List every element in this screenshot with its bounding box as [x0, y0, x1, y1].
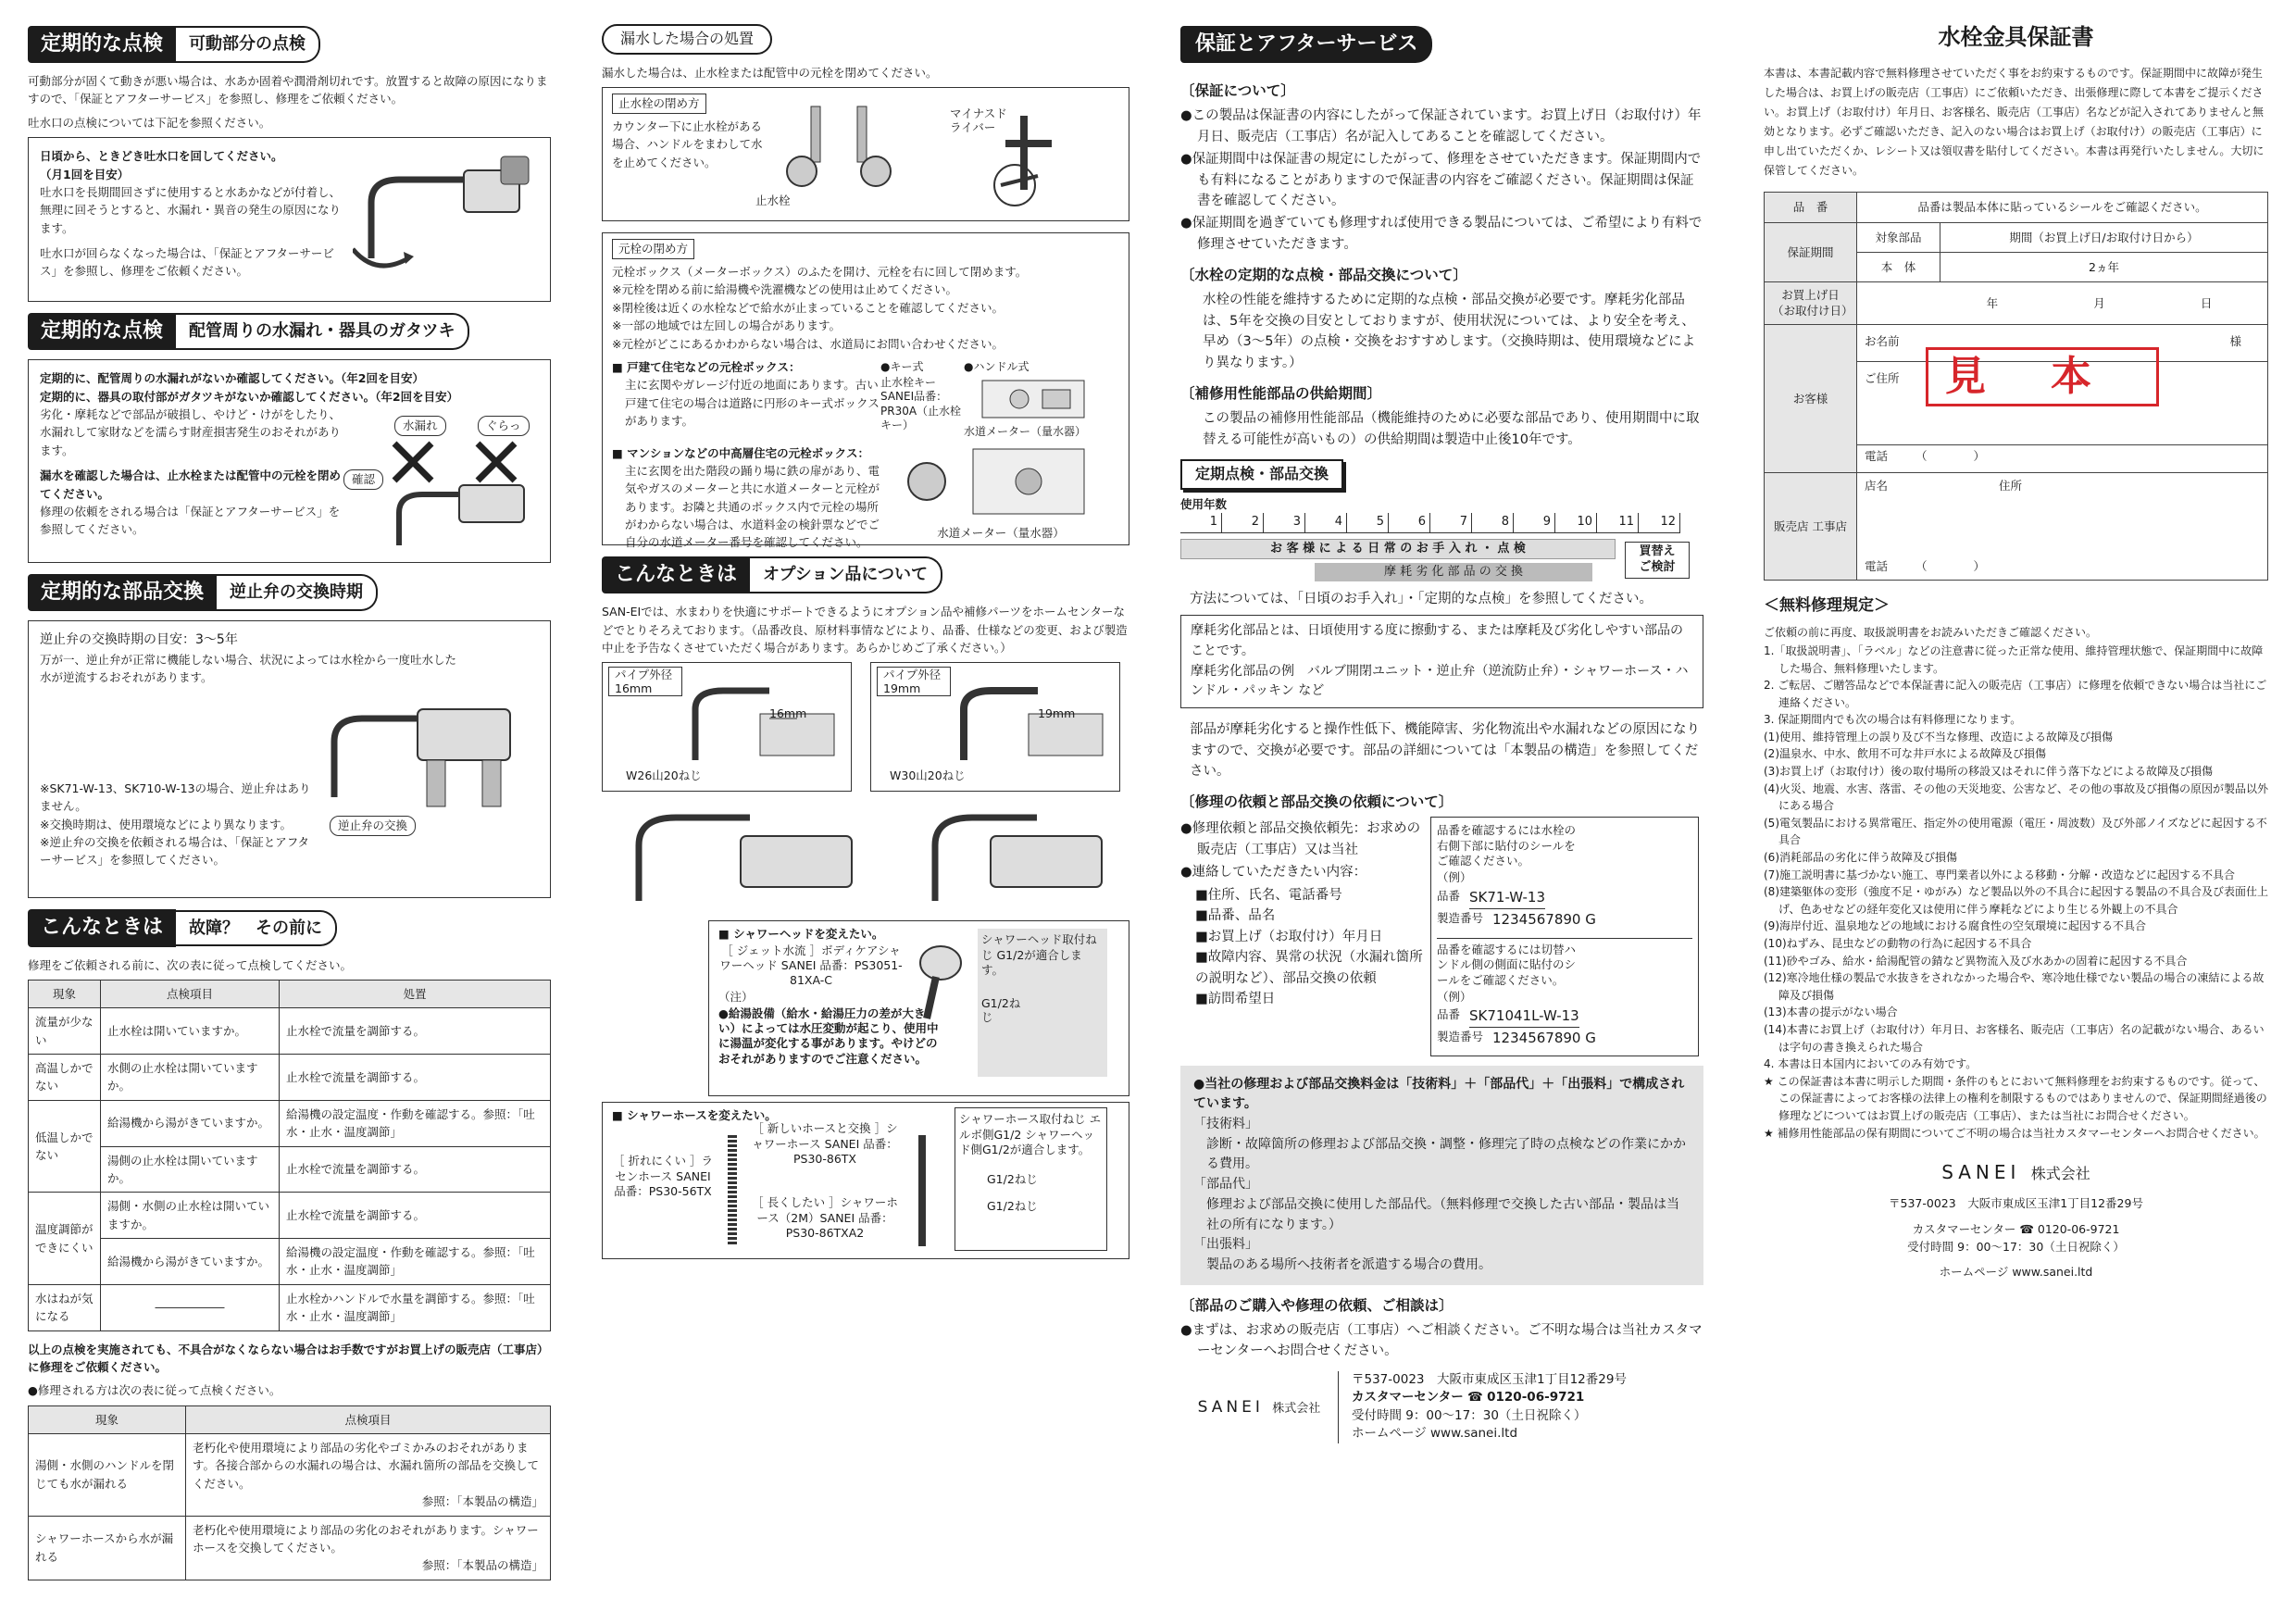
table-cell: 低温しかでない — [29, 1100, 101, 1193]
year-label: 年 — [1986, 295, 1999, 310]
example-row — [1437, 1006, 1692, 1028]
example-text: 品番を確認するには水栓の右側下部に貼付のシールをご確認ください。 — [1437, 823, 1577, 868]
tel-paren: （ ） — [1915, 559, 1986, 574]
box-bold: 日頃から、ときどき吐水口を回してください。 — [40, 149, 283, 164]
table-row — [29, 1055, 551, 1101]
bullet: ●この製品は保証書の内容にしたがって保証されています。お買上げ日（お取付け）年月日、販売店（工事店）名が記入してあることを確認してください。 — [1180, 108, 1702, 144]
hose-illustration — [908, 1131, 936, 1251]
years-label: 使用年数 — [1180, 497, 1228, 512]
section-title: 定期的な部品交換 — [28, 574, 217, 611]
wear-box — [1180, 615, 1703, 708]
mansion-meter-illustration — [890, 444, 1112, 518]
list-item: 2. ご転居、ご贈答品などで本保証書に記入の販売店（工事店）に修理を依頼できない場合は当社にご連絡ください。 — [1764, 679, 2267, 709]
paragraph: 方法については、「日頃のお手入れ」・「定期的な点検」を参照してください。 — [1190, 591, 1653, 606]
section-subtitle: 故障？ その前に — [176, 910, 337, 947]
section-heading-options — [602, 556, 1129, 593]
mansion-text: 主に玄関を出た階段の踊り場に鉄の扉があり、電気やガスのメーターと共に水道メーターと元栓があります。お隣と共通のボックス内で元栓の場所がわからない場合は、水道料金の検針票などでご自分の水道メーター番号を確認してください。 — [625, 463, 880, 550]
form-cell: 期間（お買上げ日/お取付け日から） — [1940, 222, 2268, 252]
shower-head-illustration — [908, 940, 973, 1023]
list-item: (3)お買上げ（お取付け）後の取付場所の移設又はそれに伴う落下などによる故障及び損傷 — [1764, 765, 2214, 779]
table-cell: 水側の止水栓は開いていますか。 — [101, 1055, 280, 1101]
list-item: (2)温泉水、中水、飲用不可な井戸水による故障及び損傷 — [1764, 747, 2047, 761]
jet-label: ［ ジェット水流 ］ボディケアシャワーヘッド SANEI 品番：PS3051-81XA-C — [719, 943, 903, 988]
list-item: (14)本書にお買上げ（お取付け）年月日、お客様名、販売店（工事店）名の記載がない場合、あるいは字句の書き換えられた場合 — [1764, 1022, 2265, 1054]
list-item: (9)海岸付近、温泉地などの地域における腐食性の空気環境に起因する不具合 — [1764, 919, 2147, 933]
section-title: 保証とアフターサービス — [1180, 26, 1432, 63]
heading: 〔保証について〕 — [1180, 82, 1295, 100]
bar-daily: お 客 様 に よ る 日 常 の お 手 入 れ ・ 点 検 — [1180, 539, 1616, 559]
table-cell: 流量が少ない — [29, 1008, 101, 1055]
piping-check-box — [28, 359, 551, 563]
cell-ref: 参照：「本製品の構造」 — [421, 1558, 543, 1573]
table-cell: 高温しかでない — [29, 1055, 101, 1101]
company-block — [1180, 1371, 1703, 1443]
company-address: 〒537-0023 大阪市東成区玉津1丁目12番29号 — [1889, 1196, 2143, 1211]
paragraph: 部品が摩耗劣化すると操作性低下、機能障害、劣化物流出や水漏れなどの原因になりますので、交換が必要です。部品の詳細については「本製品の構造」を参照してください。 — [1190, 722, 1700, 779]
shower-head-title: ■ シャワーヘッドを変えたい。 — [718, 927, 884, 942]
stop-valve-label: 止水栓 — [755, 194, 791, 208]
column-maintenance — [28, 20, 551, 1580]
form-label: お客様 — [1765, 324, 1857, 472]
fee-text: 診断・故障箇所の修理および部品交換・調整・修理完了時の点検などの作業にかかる費用。 — [1206, 1136, 1686, 1172]
box-text: 吐水口が回らなくなった場合は、「保証とアフターサービス」を参照し、修理をご依頼ください。 — [40, 246, 334, 279]
table-cell: ―――――― — [101, 1284, 280, 1330]
fee-text: 製品のある場所へ技術者を派遣する場合の費用。 — [1206, 1256, 1491, 1272]
table-row — [29, 1284, 551, 1330]
note: ※閉栓後は近くの水栓などで給水が止まっていることを確認してください。 — [612, 300, 1004, 315]
form-label: お買上げ日（お取付け日） — [1765, 282, 1857, 325]
table-row — [29, 1516, 551, 1580]
list-item: ★ 補修用性能部品の保有期間についてご不明の場合は当社カスタマーセンターへお問合せください。 — [1764, 1126, 2265, 1140]
main-valve-title: 元栓の閉め方 — [612, 239, 694, 258]
table-cell: 湯側・水側のハンドルを閉じても水が漏れる — [29, 1434, 186, 1517]
section-title: 定期的な点検 — [28, 313, 176, 350]
check-valve-tag: 逆止弁の交換 — [330, 816, 416, 835]
heading: 〔修理の依頼と部品交換の依頼について〕 — [1180, 793, 1454, 811]
table-cell: 給湯機から湯がきていますか。 — [101, 1239, 280, 1285]
g12a-label: G1/2ねじ — [987, 1172, 1038, 1187]
wobble-tag: ぐらっ — [478, 416, 530, 435]
company-logo — [1180, 1395, 1338, 1419]
key-label: ●キー式 — [880, 359, 924, 373]
faucet-options-illustration — [602, 799, 1129, 910]
list-item: (13)本書の提示がない場合 — [1764, 1006, 1898, 1019]
bullet: ●保証期間中は保証書の規定にしたがって、修理をさせていただきます。保証期間内でも有料になることがありますので保証書の内容をご確認ください。保証期間は保証書を確認してください。 — [1180, 152, 1702, 208]
table-cell: 給湯機から湯がきていますか。 — [101, 1100, 280, 1146]
tel-number: 0120-06-9721 — [2037, 1221, 2120, 1236]
elbow-text: シャワーホース取付ねじ エルボ側G1/2 シャワーヘッド側G1/2が適合します。 — [959, 1112, 1102, 1156]
sample-stamp: 見本 — [1926, 347, 2159, 406]
example-item-value: SK71-W-13 — [1469, 887, 1545, 909]
check-valve-box — [28, 620, 551, 898]
example-item-label: 品番 — [1437, 1007, 1461, 1022]
paragraph: 可動部分が固くて動きが悪い場合は、水あか固着や潤滑剤切れです。放置すると故障の原因になりますので、「保証とアフターサービス」を参照し、修理をご依頼ください。 — [28, 74, 548, 106]
mansion-title: ■ マンションなどの中高層住宅の元栓ボックス： — [612, 445, 869, 460]
hours: 受付時間 9：00～17：30（土日祝除く） — [1352, 1407, 1587, 1423]
year-tick: 10 — [1555, 513, 1597, 531]
table-cell: 湯側・水側の止水栓は開いていますか。 — [101, 1193, 280, 1239]
table-row — [29, 1146, 551, 1193]
shop-tel-label: 電話 — [1865, 559, 1889, 574]
example-serial-value: 1234567890 G — [1492, 1030, 1596, 1047]
company-contact — [1338, 1371, 1627, 1443]
table-cell: 湯側の止水栓は開いていますか。 — [101, 1146, 280, 1193]
meter-label: 水道メーター（量水器） — [964, 425, 1087, 439]
table-header: 点検項目 — [101, 980, 280, 1007]
paragraph: 漏水した場合は、止水栓または配管中の元栓を閉めてください。 — [602, 65, 938, 80]
form-cell: 本 体 — [1857, 252, 1940, 281]
list-item: 3. 保証期間内でも次の場合は有料修理になります。 — [1764, 713, 2022, 727]
tel-paren: （ ） — [1915, 448, 1986, 463]
replace-box: 買替え ご検討 — [1625, 542, 1690, 579]
main-valve-text: 元栓ボックス（メーターボックス）のふたを開け、元栓を右に回して閉めます。 — [612, 265, 1028, 280]
table-cell: 水はねが気になる — [29, 1284, 101, 1330]
box-text: 吐水口を長期間回さずに使用すると水あかなどが付着し、無理に回そうとすると、水漏れ・異音の発生の原因になります。 — [40, 184, 342, 235]
house-title: ■ 戸建て住宅などの元栓ボックス： — [612, 359, 801, 374]
box-text: 万が一、逆止弁が正常に機能しない場合、状況によっては水栓から一度吐水した水が逆流するおそれがあります。 — [40, 653, 457, 685]
main-valve-box — [602, 232, 1129, 550]
table-cell: 止水栓で流量を調節する。 — [279, 1008, 550, 1055]
hose-new: ［ 新しいホースと交換 ］シャワーホース SANEI 品番：PS30-86TX — [752, 1121, 898, 1166]
example-row — [1437, 1028, 1692, 1049]
list-item: (7)施工説明書に基づかない施工、専門業者以外による移動・分解・改造などに起因する不具合 — [1764, 868, 2236, 881]
list-item: (11)砂やゴみ、給水・給湯配管の錆など異物流入及び水あかの固着に起因する不具合 — [1764, 954, 2188, 968]
section-heading-parts — [28, 574, 551, 611]
bullet: ●連絡していただきたい内容： — [1180, 865, 1367, 881]
logo-co: 株式会社 — [1272, 1401, 1321, 1416]
paragraph: 吐水口の点検については下記を参照ください。 — [28, 115, 271, 130]
list-item: ■住所、氏名、電話番号 — [1195, 887, 1342, 903]
list-item: (4)火災、地震、水害、落雷、その他の天災地変、公害など、その他の事故及び損傷の原因が製品以外にある場合 — [1764, 781, 2269, 813]
year-tick: 4 — [1305, 513, 1347, 531]
w30-label: W30山20ねじ — [890, 768, 966, 783]
box-bold: 定期的に、配管周りの水漏れがないか確認してください。（年2回を目安） — [40, 371, 424, 386]
list-item: (10)ねずみ、昆虫などの動物の行為に起因する不具合 — [1764, 937, 2032, 950]
shop-name-label: 店名 — [1865, 478, 1889, 493]
section-subtitle: 逆止弁の交換時期 — [217, 574, 378, 611]
shower-hose-box — [602, 1102, 1129, 1259]
logo-co: 株式会社 — [2030, 1165, 2090, 1183]
cell-ref: 参照：「本製品の構造」 — [421, 1494, 543, 1509]
cross-marks-illustration — [390, 439, 538, 550]
table-cell: 止水栓は開いていますか。 — [101, 1008, 280, 1055]
key-sub: 止水栓キー SANEI品番：PR30A（止水栓キー） — [880, 375, 962, 432]
repair-table — [28, 1405, 551, 1580]
example-row — [1437, 909, 1692, 931]
house-text: 主に玄関やガレージ付近の地面にあります。古い戸建て住宅の場合は道路に円形のキー式ボックスがあります。 — [625, 378, 880, 429]
pipe19-box — [870, 662, 1120, 792]
section-title: こんなときは — [28, 909, 176, 946]
list-item: (6)消耗部品の劣化に伴う故障及び損傷 — [1764, 851, 1957, 865]
spout-check-box — [28, 137, 551, 302]
fee-text: 修理および部品交換に使用した部品代。（無料修理で交換した古い部品・製品は当社の所有になります。） — [1206, 1196, 1679, 1232]
table-row — [29, 1193, 551, 1239]
stop-valve-title: 止水栓の閉め方 — [612, 94, 706, 113]
pipe19-illustration — [945, 672, 1112, 765]
bullet: ●まずは、お求めの販売店（工事店）へご相談ください。ご不明な場合は当社カスタマーセンターへお問合せください。 — [1180, 1322, 1703, 1359]
note: ※交換時期は、使用環境などにより異なります。 — [40, 817, 292, 831]
table-row — [29, 1100, 551, 1146]
cell-text: 老朽化や使用環境により部品の劣化のおそれがあります。シャワーホースを交換してください。 — [193, 1522, 539, 1555]
driver-label: マイナスドライバー — [950, 106, 1007, 135]
year-tick: 7 — [1430, 513, 1472, 531]
box-text: 逆止弁の交換時期の目安：3～5年 — [40, 632, 238, 648]
free-repair-intro: ご依頼の前に再度、取扱説明書をお読みいただきご確認ください。 — [1764, 625, 2098, 639]
table-header: 現象 — [29, 980, 101, 1007]
table-cell: 止水栓で流量を調節する。 — [279, 1146, 550, 1193]
section-heading-piping — [28, 313, 551, 350]
year-tick: 11 — [1597, 513, 1639, 531]
table-row — [29, 1434, 551, 1517]
phone-icon: ☎ — [1467, 1390, 1483, 1405]
year-tick: 1 — [1180, 513, 1222, 531]
example-row — [1437, 887, 1692, 909]
tel-label: カスタマーセンター — [1352, 1390, 1464, 1405]
name-label: お名前 — [1865, 333, 1900, 348]
leak-heading: 漏水した場合の処置 — [602, 24, 772, 55]
check-valve-illustration — [316, 695, 538, 834]
troubleshoot-table — [28, 980, 551, 1331]
logo-text: SANEI — [1197, 1397, 1264, 1417]
bullet: ●修理依頼と部品交換依頼先：お求めの販売店（工事店）又は当社 — [1180, 821, 1421, 857]
pipe16-label: パイプ外径16mm — [608, 667, 682, 696]
paragraph: 修理をご依頼される前に、次の表に従って点検してください。 — [28, 957, 353, 972]
box-text: 劣化・摩耗などで部品が破損し、やけど・けがをしたり、水漏れして家財などを濡らす財産損害発生のおそれがあります。 — [40, 407, 342, 457]
example-text: 品番を確認するには切替ハンドル側の側面に貼付のシールをご確認ください。 — [1437, 943, 1577, 987]
list-item: 4. 本書は日本国内においてのみ有効です。 — [1764, 1057, 1978, 1071]
section-heading-movable — [28, 26, 551, 63]
paragraph: ●修理される方は次の表に従って点検ください。 — [28, 1383, 281, 1398]
bullet: ●保証期間を過ぎていても修理すれば使用できる製品については、ご希望により有料で修理させていただきます。 — [1180, 216, 1703, 252]
leak-tag: 水漏れ — [394, 416, 446, 435]
paragraph: 以上の点検を実施されても、不具合がなくならない場合はお手数ですがお買上げの販売店（工事店）に修理をご依頼ください。 — [28, 1342, 549, 1374]
table-header: 現象 — [29, 1405, 186, 1433]
cell-text: 老朽化や使用環境により部品の劣化やゴミかみのおそれがあります。各接合部からの水漏れの場合は、水漏れ箇所の部品を交換してください。 — [193, 1441, 540, 1491]
fee-head: ●当社の修理および部品交換料金は「技術料」＋「部品代」＋「出張料」で構成されています。 — [1193, 1076, 1685, 1112]
example-label: （例） — [1437, 989, 1472, 1004]
year-tick: 9 — [1514, 513, 1555, 531]
box-text: 修理の依頼をされる場合は「保証とアフターサービス」を参照してください。 — [40, 504, 341, 537]
fee-title: 「技術料」 — [1193, 1117, 1258, 1132]
date-cell[interactable] — [1857, 282, 2268, 325]
note: ※SK71-W-13、SK710-W-13の場合、逆止弁はありません。 — [40, 781, 311, 814]
form-label: 販売店 工事店 — [1765, 472, 1857, 580]
g12-text: シャワーヘッド取付ねじ G1/2が適合します。 — [981, 932, 1097, 977]
heading: 〔水栓の定期的な点検・部品交換について〕 — [1180, 267, 1467, 284]
g12-label: G1/2ねじ — [981, 996, 1021, 1025]
table-cell: 給湯機の設定温度・作動を確認する。参照：「吐水・止水・温度調節」 — [279, 1100, 550, 1146]
heading: 〔補修用性能部品の供給期間〕 — [1180, 385, 1382, 403]
list-item: ■品番、品名 — [1195, 908, 1276, 924]
table-row — [29, 1008, 551, 1055]
model-example-box — [1430, 817, 1699, 1056]
stop-valve-box — [602, 87, 1129, 221]
company-block — [1764, 1158, 2268, 1281]
meter-box-illustration — [964, 376, 1103, 420]
pill-maintenance: 定期点検・部品交換 — [1180, 459, 1343, 490]
timeline — [1180, 539, 1703, 581]
table-cell: 止水栓で流量を調節する。 — [279, 1193, 550, 1239]
wear-text: 摩耗劣化部品の例 バルブ開閉ユニット・逆止弁（逆流防止弁）・シャワーホース・ハンドル・パッキン など — [1191, 663, 1689, 699]
list-item: ■お買上げ（お取付け）年月日 — [1195, 929, 1383, 944]
g12b-label: G1/2ねじ — [987, 1199, 1038, 1214]
wear-text: 摩耗劣化部品とは、日頃使用する度に擦動する、または摩耗及び劣化しやすい部品のことです。 — [1191, 623, 1683, 658]
warranty-intro: 本書は、本書記載内容で無料修理させていただく事をお約束するものです。保証期間中に故障が発生した場合は、お買上げの販売店（工事店）にご依頼いただき、出張修理に際して本書をご提示ください。お買上げ（お取付け）年月日、お客様名、販売店（工事店）名などが記入されてありませんと無効となります。必ずご確認いただき、記入のない場合はお買上げ（お取付け）の販売店（工事店）に申し出ていただくか、レシート又は領収書を貼付してください。本書は再発行いたしません。大切に保管してください。 — [1764, 67, 2265, 178]
heading: 〔部品のご購入や修理の依頼、ご相談は〕 — [1180, 1296, 1454, 1314]
fee-title: 「部品代」 — [1193, 1177, 1258, 1193]
column-warranty-card — [1764, 20, 2268, 1281]
table-cell: 止水栓かハンドルで水量を調節する。参照：「吐水・止水・温度調節」 — [279, 1284, 550, 1330]
list-item: 1.「取扱説明書」、「ラベル」などの注意書に従った正常な使用、維持管理状態で、保証期間中に故障した場合、無料修理いたします。 — [1764, 643, 2264, 675]
year-tick: 3 — [1264, 513, 1305, 531]
table-header: 点検項目 — [186, 1405, 551, 1433]
section-subtitle: オプション品について — [750, 556, 942, 593]
year-tick: 6 — [1389, 513, 1430, 531]
meter-label: 水道メーター（量水器） — [937, 526, 1065, 541]
example-serial-label: 製造番号 — [1437, 910, 1484, 925]
year-tick: 8 — [1472, 513, 1514, 531]
box-bold: 定期的に、器具の取付部がガタツキがないか確認してください。（年2回を目安） — [40, 389, 459, 404]
table-row — [29, 1239, 551, 1285]
warranty-form — [1764, 192, 2268, 580]
column-warranty-service — [1180, 20, 1703, 1443]
g12-box — [978, 929, 1107, 1077]
shop-cell[interactable] — [1857, 472, 2268, 580]
pipe-diameter-row — [602, 662, 1129, 792]
logo-text: SANEI — [1941, 1161, 2021, 1184]
years-scale — [1180, 513, 1680, 532]
warranty-title: 水栓金具保証書 — [1938, 24, 2094, 50]
example-serial-value: 1234567890 G — [1492, 910, 1596, 928]
tel-label: カスタマーセンター — [1912, 1221, 2016, 1236]
shower-head-box — [708, 920, 1129, 1096]
list-item: ■訪問希望日 — [1195, 992, 1276, 1007]
fee-title: 「出張料」 — [1193, 1237, 1258, 1253]
bar-wear: 摩 耗 劣 化 部 品 の 交 換 — [1315, 563, 1592, 581]
table-cell: 温度調節ができにくい — [29, 1193, 101, 1285]
table-header: 処置 — [279, 980, 550, 1007]
note: ※元栓を閉める前に給湯機や洗濯機などの使用は止めてください。 — [612, 282, 957, 297]
pipe16-box — [602, 662, 852, 792]
note: ※逆止弁の交換を依頼される場合は、「保証とアフターサービス」を参照してください。 — [40, 834, 309, 868]
example-serial-label: 製造番号 — [1437, 1030, 1484, 1044]
list-item: (8)建築躯体の変形（強度不足・ゆがみ）など製品以外の不具合に起因する製品の不具合及び表面仕上げ、色あせなどの経年変化又は使用に伴う摩耗などにより生じる外観上の不具合 — [1764, 885, 2269, 916]
free-repair-list — [1764, 643, 2268, 1142]
section-subtitle: 配管周りの水漏れ・器具のガタツキ — [176, 313, 469, 350]
section-subtitle: 可動部分の点検 — [176, 26, 320, 63]
paragraph: SAN-EIでは、水まわりを快適にサポートできるようにオプション品や補修パーツをホームセンターなどでとりそろえております。（品番改良、原材料事情などにより、品番、仕様などの変更、および製造中止を予告なくさせていただく場合があります。あらかじめご了承ください。） — [602, 605, 1128, 656]
hose-coil-illustration — [714, 1131, 751, 1251]
example-label: （例） — [1437, 870, 1472, 885]
web-link[interactable]: ホームページ www.sanei.ltd — [1352, 1426, 1518, 1442]
section-title: 定期的な点検 — [28, 26, 176, 63]
dim16: 16mm — [769, 706, 807, 721]
shop-address-label: 住所 — [1999, 478, 2023, 493]
form-cell: 2ヵ年 — [1940, 252, 2268, 281]
elbow-box — [955, 1107, 1107, 1251]
section-heading-troubleshoot — [28, 909, 551, 946]
box-bold: 漏水を確認した場合は、止水栓または配管中の元栓を閉めてください。 — [40, 468, 342, 501]
table-cell — [186, 1516, 551, 1580]
stop-valve-text: カウンター下に止水栓がある場合、ハンドルをまわして水を止めてください。 — [612, 119, 763, 169]
hours: 受付時間 9：00～17：30（土日祝除く） — [1907, 1239, 2125, 1254]
phone-icon: ☎ — [2019, 1221, 2034, 1236]
form-label: 品 番 — [1765, 193, 1857, 222]
table-cell: 給湯機の設定温度・作動を確認する。参照：「吐水・止水・温度調節」 — [279, 1239, 550, 1285]
tel-label: 電話 — [1865, 448, 1889, 463]
section-title: こんなときは — [602, 556, 750, 593]
box-bold: （月1回を目安） — [40, 167, 130, 181]
note: ※一部の地域では左回しの場合があります。 — [612, 319, 841, 333]
year-tick: 5 — [1347, 513, 1389, 531]
month-label: 月 — [2093, 295, 2105, 310]
handle-label: ●ハンドル式 — [964, 359, 1029, 373]
company-address: 〒537-0023 大阪市東成区玉津1丁目12番29号 — [1352, 1371, 1627, 1387]
form-value: 品番は製品本体に貼っているシールをご確認ください。 — [1857, 193, 2268, 222]
note-head: （注） — [718, 990, 754, 1005]
web-link[interactable]: ホームページ www.sanei.ltd — [1939, 1265, 2093, 1280]
dim19: 19mm — [1038, 706, 1076, 721]
year-tick: 12 — [1639, 513, 1680, 531]
column-leak-options — [602, 20, 1129, 1259]
day-label: 日 — [2200, 295, 2213, 310]
paragraph: この製品の補修用性能部品（機能維持のために必要な部品であり、使用期間中に取替える可能性が高いもの）の供給期間は製造中止後10年です。 — [1203, 411, 1700, 447]
check-tag: 確認 — [343, 469, 383, 489]
list-item: (1)使用、維持管理上の誤り及び不当な修理、改造による故障及び損傷 — [1764, 730, 2114, 743]
hose-kink: ［ 折れにくい ］ラセンホース SANEI 品番：PS30-56TX — [613, 1154, 713, 1198]
list-item: ■故障内容、異常の状況（水漏れ箇所の説明など）、部品交換の依頼 — [1195, 950, 1423, 986]
pipe19-label: パイプ外径19mm — [877, 667, 951, 696]
sama-label: 様 — [2229, 333, 2241, 348]
table-cell: 止水栓で流量を調節する。 — [279, 1055, 550, 1101]
free-repair-title: ＜無料修理規定＞ — [1764, 595, 1890, 615]
list-item: ★ この保証書は本書に明示した期間・条件のもとにおいて無料修理をお約束するものです。従って、この保証書によってお客様の法律上の権利を制限するものではありませんので、保証期間経過後の修理などについてはお買上げの販売店（工事店）、または当社にお問合せください。 — [1764, 1074, 2267, 1122]
stop-valve-illustration — [774, 97, 1107, 213]
example-item-label: 品番 — [1437, 888, 1461, 903]
list-item: (12)寒冷地仕様の製品で水抜きをされなかった場合や、寒冷地仕様でない製品の場合の凍結による故障及び損傷 — [1764, 971, 2265, 1002]
example-item-value: SK71041L-W-13 — [1469, 1006, 1579, 1028]
pipe16-illustration — [677, 672, 843, 765]
hose-long: ［ 長くしたい ］シャワーホース（2M）SANEI 品番：PS30-86TXA2 — [752, 1195, 898, 1240]
faucet-rotate-illustration — [353, 147, 538, 286]
year-tick: 2 — [1222, 513, 1264, 531]
fee-box — [1180, 1066, 1703, 1285]
note-text: ●給湯設備（給水・給湯圧力の差が大きい）によっては水圧変動が起こり、使用中に湯温が変化する事があります。やけどのおそれがありますのでご注意ください。 — [718, 1006, 939, 1066]
address-label: ご住所 — [1857, 362, 2267, 445]
hose-title: ■ シャワーホースを変えたい。 — [612, 1108, 777, 1123]
list-item: (5)電気製品における異常電圧、指定外の使用電源（電圧・周波数）及び外部ノイズなどに起因する不具合 — [1764, 816, 2267, 847]
table-cell — [186, 1434, 551, 1517]
form-label: 保証期間 — [1765, 222, 1857, 282]
w26-label: W26山20ねじ — [626, 768, 702, 783]
tel-number: 0120-06-9721 — [1487, 1390, 1585, 1405]
form-cell: 対象部品 — [1857, 222, 1940, 252]
note: ※元栓がどこにあるかわからない場合は、水道局にお問い合わせください。 — [612, 336, 1004, 351]
paragraph: 水栓の性能を維持するために定期的な点検・部品交換が必要です。摩耗劣化部品は、5年を交換の目安としておりますが、使用状況については、より安全を考え、早め（3～5年）の点検・交換をおすすめします。（交換時期は、使用環境などにより異なります。） — [1203, 293, 1696, 370]
table-cell: シャワーホースから水が漏れる — [29, 1516, 186, 1580]
